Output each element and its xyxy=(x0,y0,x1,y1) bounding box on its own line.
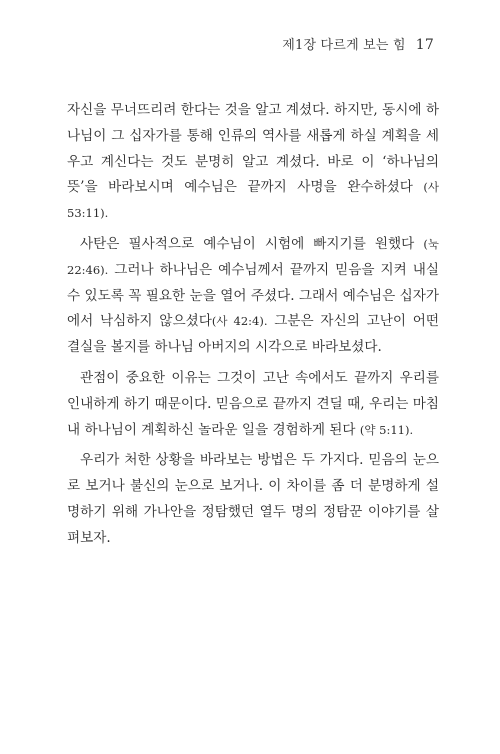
paragraph-2-text-cont: 그러나 하나님은 예수님께서 끝까지 믿음을 지켜 내실 수 있도록 꼭 필요한 눈을 열어 주셨다. 그래서 예수님은 십자가에서 낙심하지 않으셨다 xyxy=(67,261,439,330)
paragraph-1 xyxy=(67,98,439,227)
paragraph-2 xyxy=(67,232,439,361)
scripture-reference: (사 53:11). xyxy=(67,180,439,221)
running-header xyxy=(282,34,434,53)
paragraph-4-text: 우리가 처한 상황을 바라보는 방법은 두 가지다. 믿음의 눈으로 보거나 불신의 눈으로 보거나. 이 차이를 좀 더 분명하게 설명하기 위해 가나안을 정탐했던 열두 명의 정탐꾼 이야기를 살펴보자. xyxy=(67,452,439,546)
scripture-reference: (사 42:4). xyxy=(211,314,268,329)
body-text xyxy=(67,98,439,552)
paragraph-3 xyxy=(67,366,439,443)
paragraph-4 xyxy=(67,448,439,551)
chapter-title: 제1장 다르게 보는 힘 xyxy=(282,38,406,53)
scripture-reference: (약 5:11). xyxy=(359,422,414,437)
paragraph-2-text-end: 그분은 자신의 고난이 어떤 결실을 볼지를 하나님 아버지의 시각으로 바라보셨다. xyxy=(67,313,440,356)
scripture-reference: (눅 22:46). xyxy=(67,236,439,277)
paragraph-2-text: 사탄은 필사적으로 예수님이 시험에 빠지기를 원했다 xyxy=(80,235,424,252)
page-number: 17 xyxy=(415,37,434,53)
paragraph-1-text: 자신을 무너뜨리려 한다는 것을 알고 계셨다. 하지만, 동시에 하나님이 그 십자가를 통해 인류의 역사를 새롭게 하실 계획을 세우고 계신다는 것도 분명히 알고 계셨다. 바로 이 ‘하나님의 뜻’을 바라보시며 예수님은 끝까지 사명을 완수하셨다 xyxy=(67,102,439,196)
paragraph-3-text: 관점이 중요한 이유는 그것이 고난 속에서도 끝까지 우리를 인내하게 하기 때문이다. 믿음으로 끝까지 견딜 때, 우리는 마침내 하나님이 계획하신 놀라운 일을 경험하게 된다 xyxy=(67,369,439,438)
